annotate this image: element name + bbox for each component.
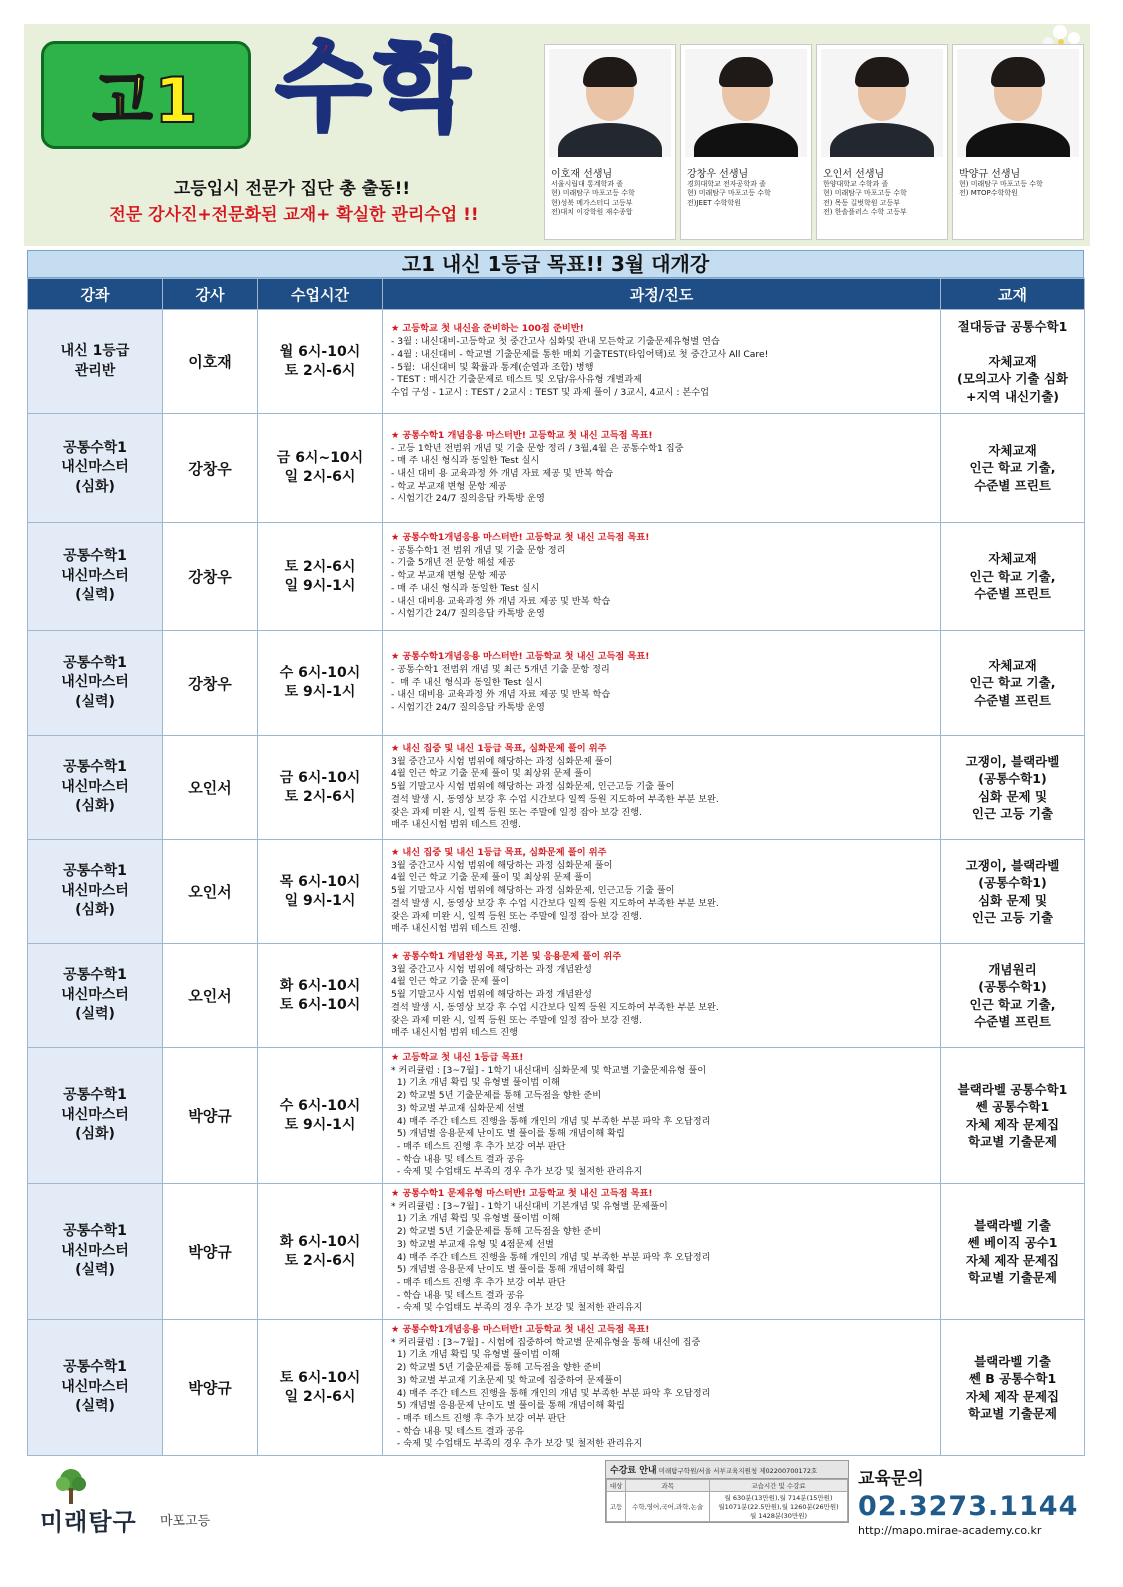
curriculum-details: [383, 1320, 941, 1456]
curriculum-line: 2) 학교별 5년 기출문제를 통해 고득점을 향한 준비: [391, 1362, 602, 1374]
teacher-name: 이호재: [163, 310, 258, 414]
textbook: 블랙라벨 공통수학1 쎈 공통수학1 자체 제작 문제집 학교별 기출문제: [941, 1048, 1085, 1184]
curriculum-line: - 시험기간 24/7 질의응답 카톡방 운영: [391, 702, 545, 714]
curriculum-line: 4월 인근 학교 기출 문제 풀이 및 최상위 문제 풀이: [391, 872, 592, 884]
curriculum-line: 결석 발생 시, 동영상 보강 후 수업 시간보다 일찍 등원 지도하여 부족한 부분 보완.: [391, 897, 719, 909]
tuition-fee-line: 월1071분(22.5만원),월 1260분(26만원): [718, 1503, 839, 1511]
class-time: 토 2시-6시 일 9시-1시: [258, 523, 383, 631]
website-link[interactable]: http://mapo.mirae-academy.co.kr: [858, 1524, 1042, 1537]
teacher-card: [952, 44, 1084, 240]
tuition-table: [606, 1479, 848, 1522]
teacher-photo: [957, 49, 1079, 157]
teacher-photo: [549, 49, 671, 157]
teacher-desc: 경희대학교 전자공학과 졸 현) 미래탐구 마포고등 수학 전)JEET 수학학원: [687, 180, 771, 207]
curriculum-line: 매주 내신시험 범위 테스트 진행: [391, 1027, 519, 1039]
curriculum-line: - 매 주 내신 형식과 동일한 Test 실시: [391, 582, 540, 594]
class-time: 금 6시~10시 일 2시-6시: [258, 414, 383, 523]
teacher-name: 오인서: [163, 840, 258, 944]
column-header: 교재: [941, 279, 1085, 310]
curriculum-line: * 커리큘럼 : [3~7월] - 시험에 집중하여 학교별 문제유형을 통해 내신에 집중: [391, 1336, 701, 1348]
phone-number[interactable]: 02.3273.1144: [858, 1491, 1079, 1522]
curriculum-details: [383, 1048, 941, 1184]
column-header: 강좌: [28, 279, 163, 310]
column-header: 수업시간: [258, 279, 383, 310]
teacher-card: [816, 44, 948, 240]
grade-label: 고1: [92, 63, 200, 137]
curriculum-headline: ★ 공통수학1 개념응용 마스터반! 고등학교 첫 내신 고득점 목표!: [391, 429, 653, 441]
tuition-header: [606, 1461, 848, 1479]
course-name: 공통수학1 내신마스터 (실력): [28, 631, 163, 736]
curriculum-line: 3월 중간고사 시험 범위에 해당하는 과정 개념완성: [391, 963, 592, 975]
curriculum-line: - 매 주 내신 형식과 동일한 Test 실시: [391, 676, 543, 688]
curriculum-details: [383, 631, 941, 736]
curriculum-line: 4월 인근 학교 기출 문제 풀이: [391, 976, 510, 988]
table-row: [28, 631, 1085, 736]
textbook: 자체교재 인근 학교 기출, 수준별 프린트: [941, 414, 1085, 523]
curriculum-line: - 숙제 및 수업태도 부족의 경우 추가 보강 및 철저한 관리유지: [391, 1438, 643, 1450]
teacher-name: 강창우: [163, 523, 258, 631]
course-name: 내신 1등급 관리반: [28, 310, 163, 414]
curriculum-line: 3) 학교별 부교재 유형 및 4점문제 선별: [391, 1238, 554, 1250]
table-row: [28, 1048, 1085, 1184]
teacher-desc: 현) 미래탐구 마포고등 수학 전) MTOP수학학원: [959, 180, 1043, 198]
curriculum-line: - 4월 : 내신대비 - 학교별 기출문제를 통한 매회 기출TEST(타임어택)로 첫 중간고사 All Care!: [391, 348, 769, 360]
table-row: [28, 414, 1085, 523]
curriculum-details: [383, 736, 941, 840]
curriculum-line: 4) 매주 주간 테스트 진행을 통해 개인의 개념 및 부족한 부분 파악 후 오답정리: [391, 1387, 711, 1399]
curriculum-line: - 고등 1학년 전범위 개념 및 기출 문항 정리 / 3월,4월 은 공통수학1 집중: [391, 442, 684, 454]
tagline-secondary: 전문 강사진+전문화된 교재+ 확실한 관리수업 !!: [109, 205, 479, 225]
class-time: 수 6시-10시 토 9시-1시: [258, 631, 383, 736]
curriculum-line: 5월 기말고사 시험 범위에 해당하는 과정 심화문제, 인근고등 기출 풀이: [391, 781, 675, 793]
tuition-col-header: 과목: [626, 1480, 710, 1492]
table-row: [28, 523, 1085, 631]
curriculum-details: [383, 523, 941, 631]
course-name: 공통수학1 내신마스터 (심화): [28, 1048, 163, 1184]
tagline-primary: 고등입시 전문가 집단 총 출동!!: [173, 179, 411, 199]
curriculum-line: - 학습 내용 및 테스트 결과 공유: [391, 1289, 525, 1301]
textbook: 고쟁이, 블랙라벨 (공통수학1) 심화 문제 및 인근 고등 기출: [941, 736, 1085, 840]
curriculum-line: - 5월: 내신대비 및 확률과 통계(순열과 조합) 병행: [391, 361, 594, 373]
curriculum-line: - 공통수학1 전범위 개념 및 최근 5개년 기출 문항 정리: [391, 663, 610, 675]
curriculum-line: 3) 학교별 부교재 심화문제 선별: [391, 1102, 525, 1114]
table-row: [28, 1320, 1085, 1456]
curriculum-headline: ★ 공통수학1 개념완성 목표, 기본 및 응용문제 풀이 위주: [391, 951, 622, 963]
teacher-name: 박양규: [163, 1048, 258, 1184]
class-time: 화 6시-10시 토 2시-6시: [258, 1184, 383, 1320]
curriculum-line: 5월 기말고사 시험 범위에 해당하는 과정 심화문제, 인근고등 기출 풀이: [391, 885, 675, 897]
teacher-name: 오인서 선생님: [823, 169, 885, 180]
curriculum-line: - 매 주 내신 형식과 동일한 Test 실시: [391, 455, 540, 467]
tuition-fee-line: 월 630분(13만원),월 714분(15만원): [724, 1494, 833, 1502]
curriculum-details: [383, 840, 941, 944]
column-header: 강사: [163, 279, 258, 310]
table-row: [28, 310, 1085, 414]
curriculum-line: 4) 매주 주간 테스트 진행을 통해 개인의 개념 및 부족한 부분 파악 후 오답정리: [391, 1115, 711, 1127]
contact-block: [858, 1464, 1078, 1537]
table-row: [28, 840, 1085, 944]
curriculum-headline: ★ 내신 집중 및 내신 1등급 목표, 심화문제 풀이 위주: [391, 743, 607, 755]
curriculum-line: 2) 학교별 5년 기출문제를 통해 고득점을 향한 준비: [391, 1090, 602, 1102]
curriculum-line: 잦은 과제 미완 시, 일찍 등원 또는 주말에 일정 잡아 보강 진행.: [391, 806, 642, 818]
tuition-fees: [710, 1492, 848, 1522]
curriculum-line: - 학교 부교재 변형 문항 제공: [391, 570, 507, 582]
course-name: 공통수학1 내신마스터 (심화): [28, 736, 163, 840]
tuition-title: 수강료 안내: [610, 1466, 657, 1476]
class-time: 토 6시-10시 일 2시-6시: [258, 1320, 383, 1456]
teacher-photo: [821, 49, 943, 157]
textbook: 블랙라벨 기출 쎈 베이직 공수1 자체 제작 문제집 학교별 기출문제: [941, 1184, 1085, 1320]
curriculum-line: - 내신 대비용 교육과정 外 개념 자료 제공 및 반복 학습: [391, 689, 611, 701]
schedule-table: [27, 278, 1085, 1456]
tuition-col-header: 대상: [607, 1480, 626, 1492]
schedule-banner: 고1 내신 1등급 목표!! 3월 대개강: [27, 250, 1084, 278]
header-panel: [24, 24, 1090, 246]
teacher-card: [544, 44, 676, 240]
curriculum-headline: ★ 공통수학1개념응용 마스터반! 고등학교 첫 내신 고득점 목표!: [391, 651, 650, 663]
teacher-name: 박양규: [163, 1184, 258, 1320]
curriculum-line: 3월 중간고사 시험 범위에 해당하는 과정 심화문제 풀이: [391, 755, 613, 767]
teacher-name: 강창우: [163, 631, 258, 736]
course-name: 공통수학1 내신마스터 (실력): [28, 944, 163, 1048]
curriculum-line: - 기출 5개년 전 문항 해설 제공: [391, 557, 516, 569]
teacher-desc: 한양대학교 수학과 졸 현) 미래탐구 마포고등 수학 전) 목동 길벗학원 고등부 전) 한솔플러스 수학 고등부: [823, 180, 907, 217]
teacher-name: 강창우: [163, 414, 258, 523]
curriculum-line: 3월 중간고사 시험 범위에 해당하는 과정 심화문제 풀이: [391, 859, 613, 871]
teacher-photo: [685, 49, 807, 157]
tuition-fee-line: 월 1428분(30만원): [749, 1512, 808, 1520]
table-row: [28, 1184, 1085, 1320]
curriculum-headline: ★ 고등학교 첫 내신 1등급 목표!: [391, 1052, 524, 1064]
class-time: 월 6시-10시 토 2시-6시: [258, 310, 383, 414]
curriculum-line: 1) 기초 개념 확립 및 유형별 풀이법 이해: [391, 1213, 560, 1225]
curriculum-details: [383, 310, 941, 414]
tuition-note: 미래탐구학원/서울 서부교육지원청 제02200700172호: [658, 1467, 818, 1475]
curriculum-headline: ★ 공통수학1개념응용 마스터반! 고등학교 첫 내신 고득점 목표!: [391, 1324, 650, 1336]
teacher-name: 강창우 선생님: [687, 169, 749, 180]
curriculum-line: - 매주 테스트 진행 후 추가 보강 여부 판단: [391, 1276, 566, 1288]
contact-label: 교육문의: [858, 1469, 924, 1489]
curriculum-line: 1) 기초 개념 확립 및 유형별 풀이법 이해: [391, 1077, 560, 1089]
curriculum-line: 매주 내신시험 범위 테스트 진행.: [391, 923, 521, 935]
tuition-col-header: 교습시간 및 수강료: [710, 1480, 848, 1492]
teacher-desc: 서울시립대 통계학과 졸 현) 미래탐구 마포고등 수학 현)성북 메가스터디 고등부 전)대치 이강학원 재수종합: [551, 180, 635, 217]
curriculum-line: 잦은 과제 미완 시, 일찍 등원 또는 주말에 일정 잡아 보강 진행.: [391, 1014, 642, 1026]
curriculum-line: 수업 구성 - 1교시 : TEST / 2교시 : TEST 및 과제 풀이 / 3교시, 4교시 : 본수업: [391, 386, 709, 398]
curriculum-line: 매주 내신시험 범위 테스트 진행.: [391, 819, 521, 831]
curriculum-line: 2) 학교별 5년 기출문제를 통해 고득점을 향한 준비: [391, 1226, 602, 1238]
curriculum-details: [383, 414, 941, 523]
curriculum-headline: ★ 공통수학1개념응용 마스터반! 고등학교 첫 내신 고득점 목표!: [391, 532, 650, 544]
textbook: 고쟁이, 블랙라벨 (공통수학1) 심화 문제 및 인근 고등 기출: [941, 840, 1085, 944]
logo-wordmark: 미래탐구: [40, 1508, 137, 1536]
teacher-name: 이호재 선생님: [551, 169, 613, 180]
course-name: 공통수학1 내신마스터 (실력): [28, 1320, 163, 1456]
textbook: 블랙라벨 기출 쎈 B 공통수학1 자체 제작 문제집 학교별 기출문제: [941, 1320, 1085, 1456]
curriculum-line: 3) 학교별 부교재 기초문제 및 학교에 집중하여 문제풀이: [391, 1374, 622, 1386]
textbook: 절대등급 공통수학1 자체교재 (모의고사 기출 심화 +지역 내신기출): [941, 310, 1085, 414]
curriculum-line: * 커리큘럼 : [3~7월] - 1학기 내신대비 기본개념 및 유형별 문제풀이: [391, 1200, 668, 1212]
column-header: 과정/진도: [383, 279, 941, 310]
class-time: 목 6시-10시 일 9시-1시: [258, 840, 383, 944]
course-name: 공통수학1 내신마스터 (심화): [28, 414, 163, 523]
curriculum-line: 1) 기초 개념 확립 및 유형별 풀이법 이해: [391, 1349, 560, 1361]
curriculum-line: 5) 개념별 응용문제 난이도 별 풀이를 통해 개념이해 확립: [391, 1128, 625, 1140]
teacher-name: 박양규 선생님: [959, 169, 1021, 180]
textbook: 개념원리 (공통수학1) 인근 학교 기출, 수준별 프린트: [941, 944, 1085, 1048]
curriculum-line: * 커리큘럼 : [3~7월] - 1학기 내신대비 심화문제 및 학교별 기출문제유형 풀이: [391, 1064, 707, 1076]
course-name: 공통수학1 내신마스터 (심화): [28, 840, 163, 944]
curriculum-line: 5) 개념별 응용문제 난이도 별 풀이를 통해 개념이해 확립: [391, 1264, 625, 1276]
textbook: 자체교재 인근 학교 기출, 수준별 프린트: [941, 631, 1085, 736]
teacher-name: 오인서: [163, 736, 258, 840]
curriculum-line: - 공통수학1 전 범위 개념 및 기출 문항 정리: [391, 544, 566, 556]
curriculum-line: - 내신 대비 용 교육과정 外 개념 자료 제공 및 반복 학습: [391, 468, 614, 479]
curriculum-line: - 학습 내용 및 테스트 결과 공유: [391, 1153, 525, 1165]
curriculum-line: 결석 발생 시, 동영상 보강 후 수업 시간보다 일찍 등원 지도하여 부족한 부분 보완.: [391, 793, 719, 805]
tuition-target: 고등: [607, 1492, 626, 1522]
tuition-subjects: 수학,영어,국어,과학,논술: [626, 1492, 710, 1522]
curriculum-line: - 매주 테스트 진행 후 추가 보강 여부 판단: [391, 1412, 566, 1424]
curriculum-line: - 시험기간 24/7 질의응답 카톡방 운영: [391, 493, 545, 505]
curriculum-line: 4) 매주 주간 테스트 진행을 통해 개인의 개념 및 부족한 부분 파악 후 오답정리: [391, 1251, 711, 1263]
tuition-info: [605, 1460, 849, 1523]
class-time: 화 6시-10시 토 6시-10시: [258, 944, 383, 1048]
curriculum-details: [383, 1184, 941, 1320]
curriculum-line: 5월 기말고사 시험 범위에 해당하는 과정 개념완성: [391, 989, 592, 1001]
class-time: 수 6시-10시 토 9시-1시: [258, 1048, 383, 1184]
class-time: 금 6시-10시 토 2시-6시: [258, 736, 383, 840]
curriculum-line: - TEST : 매시간 기출문제로 테스트 및 오답/유사유형 개별과제: [391, 374, 642, 386]
teacher-name: 박양규: [163, 1320, 258, 1456]
curriculum-line: - 학교 부교재 변형 문항 제공: [391, 480, 507, 492]
curriculum-line: - 숙제 및 수업태도 부족의 경우 추가 보강 및 철저한 관리유지: [391, 1302, 643, 1314]
teacher-cards: [544, 44, 1084, 240]
curriculum-line: - 3월 : 내신대비-고등학교 첫 중간고사 심화및 관내 모든학교 기출문제유형별 연습: [391, 336, 720, 348]
curriculum-line: 5) 개념별 응용문제 난이도 별 풀이를 통해 개념이해 확립: [391, 1400, 625, 1412]
curriculum-line: - 매주 테스트 진행 후 추가 보강 여부 판단: [391, 1140, 566, 1152]
curriculum-line: - 시험기간 24/7 질의응답 카톡방 운영: [391, 608, 545, 620]
curriculum-headline: ★ 공통수학1 문제유형 마스터반! 고등학교 첫 내신 고득점 목표!: [391, 1188, 653, 1200]
teacher-name: 오인서: [163, 944, 258, 1048]
course-name: 공통수학1 내신마스터 (실력): [28, 523, 163, 631]
academy-logo: [40, 1468, 240, 1536]
curriculum-headline: ★ 내신 집중 및 내신 1등급 목표, 심화문제 풀이 위주: [391, 847, 607, 859]
table-header-row: [28, 279, 1085, 310]
curriculum-line: 잦은 과제 미완 시, 일찍 등원 또는 주말에 일정 잡아 보강 진행.: [391, 910, 642, 922]
curriculum-line: - 숙제 및 수업태도 부족의 경우 추가 보강 및 철저한 관리유지: [391, 1166, 643, 1178]
curriculum-line: 4월 인근 학교 기출 문제 풀이 및 최상위 문제 풀이: [391, 768, 592, 780]
curriculum-line: 결석 발생 시, 동영상 보강 후 수업 시간보다 일찍 등원 지도하여 부족한 부분 보완.: [391, 1001, 719, 1013]
table-row: [28, 736, 1085, 840]
textbook: 자체교재 인근 학교 기출, 수준별 프린트: [941, 523, 1085, 631]
curriculum-headline: ★ 고등학교 첫 내신을 준비하는 100점 준비반!: [391, 323, 584, 335]
grade-badge: [41, 41, 251, 149]
curriculum-line: - 학습 내용 및 테스트 결과 공유: [391, 1425, 525, 1437]
subject-title: 수학: [276, 30, 474, 144]
curriculum-line: - 내신 대비용 교육과정 外 개념 자료 제공 및 반복 학습: [391, 595, 611, 607]
teacher-card: [680, 44, 812, 240]
course-name: 공통수학1 내신마스터 (실력): [28, 1184, 163, 1320]
table-row: [28, 944, 1085, 1048]
logo-subtitle: 마포고등: [160, 1514, 211, 1529]
curriculum-details: [383, 944, 941, 1048]
